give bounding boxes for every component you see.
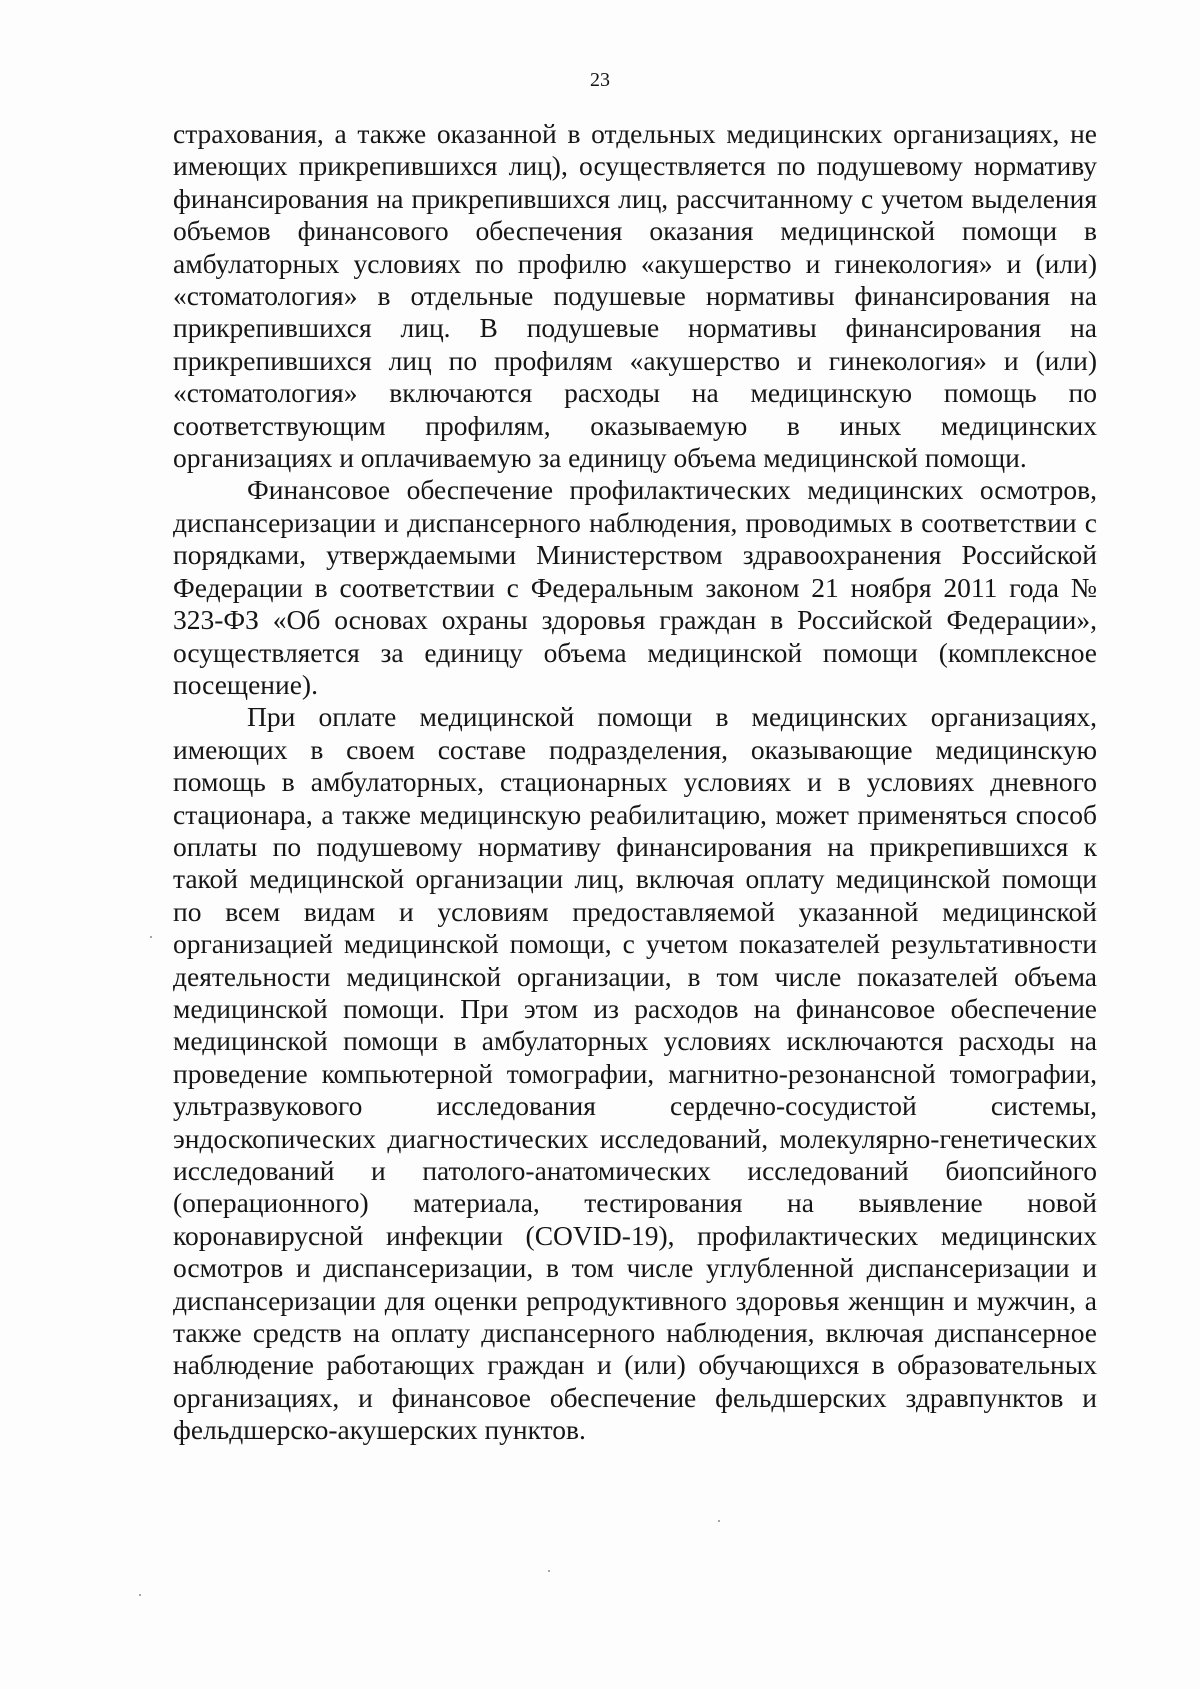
scan-speck <box>718 1520 720 1522</box>
scan-speck <box>548 1570 550 1572</box>
document-body <box>173 118 1097 1447</box>
paragraph-continuation: страхования, а также оказанной в отдельных медицинских организациях, не имеющих прикрепившихся лиц), осуществляется по подушевому нормативу финансирования на прикрепившихся лиц, рассчитанному с учетом выделения объемов финансового обеспечения оказания медицинской помощи в амбулаторных условиях по профилю «акушерство и гинекология» и (или) «стоматология» в отдельные подушевые нормативы финансирования на прикрепившихся лиц. В подушевые нормативы финансирования на прикрепившихся лиц по профилям «акушерство и гинекология» и (или) «стоматология» включаются расходы на медицинскую помощь по соответствующим профилям, оказываемую в иных медицинских организациях и оплачиваемую за единицу объема медицинской помощи. <box>173 118 1097 474</box>
scan-speck <box>139 1594 141 1596</box>
scan-speck <box>150 936 152 938</box>
paragraph-per-capita-payment: При оплате медицинской помощи в медицинских организациях, имеющих в своем составе подразделения, оказывающие медицинскую помощь в амбулаторных, стационарных условиях и в условиях дневного стационара, а также медицинскую реабилитацию, может применяться способ оплаты по подушевому нормативу финансирования на прикрепившихся к такой медицинской организации лиц, включая оплату медицинской помощи по всем видам и условиям предоставляемой указанной медицинской организацией медицинской помощи, с учетом показателей результативности деятельности медицинской организации, в том числе показателей объема медицинской помощи. При этом из расходов на финансовое обеспечение медицинской помощи в амбулаторных условиях исключаются расходы на проведение компьютерной томографии, магнитно-резонансной томографии, ультразвукового исследования сердечно-сосудистой системы, эндоскопических диагностических исследований, молекулярно-генетических исследований и патолого-анатомических исследований биопсийного (операционного) материала, тестирования на выявление новой коронавирусной инфекции (COVID-19), профилактических медицинских осмотров и диспансеризации, в том числе углубленной диспансеризации и диспансеризации для оценки репродуктивного здоровья женщин и мужчин, а также средств на оплату диспансерного наблюдения, включая диспансерное наблюдение работающих граждан и (или) обучающихся в образовательных организациях, и финансовое обеспечение фельдшерских здравпунктов и фельдшерско-акушерских пунктов. <box>173 701 1097 1446</box>
paragraph-preventive-exams: Финансовое обеспечение профилактических медицинских осмотров, диспансеризации и диспансерного наблюдения, проводимых в соответствии с порядками, утверждаемыми Министерством здравоохранения Российской Федерации в соответствии с Федеральным законом 21 ноября 2011 года № 323-ФЗ «Об основах охраны здоровья граждан в Российской Федерации», осуществляется за единицу объема медицинской помощи (комплексное посещение). <box>173 474 1097 700</box>
page-number: 23 <box>590 69 610 91</box>
